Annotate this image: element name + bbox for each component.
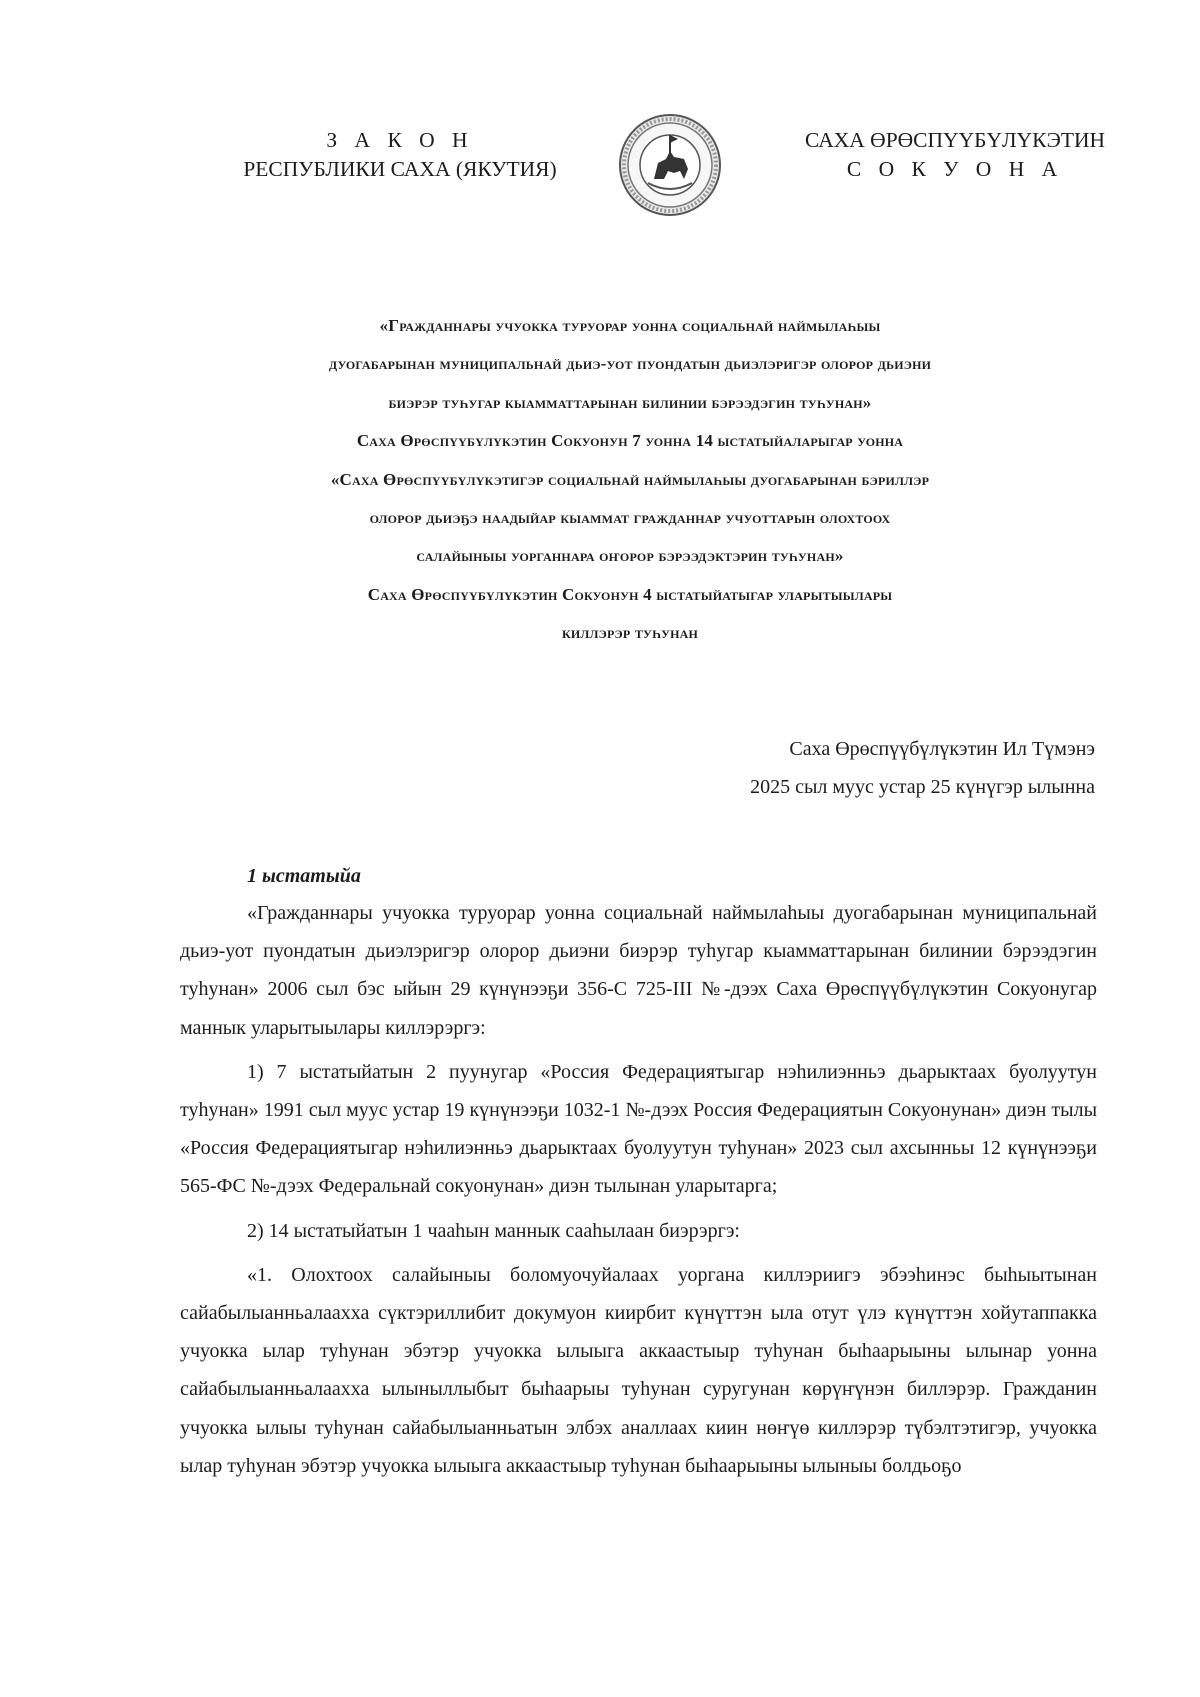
header-law-word: З А К О Н — [326, 128, 474, 152]
article-item-2: 2) 14 ыстатыйатын 1 чааһын маннык сааһылаан биэрэргэ: — [247, 1219, 740, 1242]
article-paragraph: «Гражданнары учуокка туруорар уонна социальнай наймылаһыы дуогабарынан муниципальнай дьиэ-уот пуондатын дьиэлэригэр олорор дьиэни биэрэр туһугар кыамматтарынан билинии бэрээдэгин туһунан» 2006 сыл бэс ыйын 29 күнүнээҕи 356-С 725-III №-дээх Саха Өрөспүүбүлүкэтин Сокуонугар маннык уларытыылары киллэрэргэ: — [180, 902, 1097, 1039]
title-line: «Гражданнары учуокка туруорар уонна социальнай наймылаһыы — [379, 316, 881, 335]
title-line: биэрэр туһугар кыамматтарынан билинии бэрээдэгин туһунан» — [388, 392, 872, 412]
adoption-date: 2025 сыл муус устар 25 күнүгэр ылынна — [750, 776, 1095, 798]
title-line: киллэрэр туһунан — [561, 623, 699, 643]
article-heading: 1 ыстатыйа — [247, 865, 361, 887]
title-line: Саха Өрөспүүбүлүкэтин Сокуонун 7 уонна 14 ыстатыйаларыгар уонна — [356, 431, 904, 451]
header-right — [755, 126, 1155, 184]
header-republic-name-sakha: САХА ӨРӨСПҮҮБҮЛҮКЭТИН — [804, 128, 1106, 152]
title-line: «Саха Өрөспүүбүлүкэтигэр социальнай наймылаһыы дуогабарынан бэриллэр — [330, 469, 930, 489]
title-line: дуогабарынан муниципальнай дьиэ-уот пуондатын дьиэлэригэр олорор дьиэни — [328, 354, 932, 374]
adoption-body: Саха Өрөспүүбүлүкэтин Ил Түмэнэ — [789, 738, 1095, 760]
header-left — [200, 126, 600, 184]
law-title — [160, 307, 1100, 653]
header-law-word-sakha: С О К У О Н А — [846, 157, 1064, 181]
article-body — [180, 894, 1097, 1485]
adoption-block — [750, 730, 1095, 806]
article-item-1: 1) 7 ыстатыйатын 2 пуунугар «Россия Федерациятыгар нэһилиэнньэ дьарыктаах буолуутун туһунан» 1991 сыл муус устар 19 күнүнээҕи 1032-1 №-дээх Россия Федерациятын Сокуонунан» диэн тылы «Россия Федерациятыгар нэһилиэнньэ дьарыктаах буолуутун туһунан» 2023 сыл ахсынньы 12 күнүнээҕи 565-ФС №-дээх Федеральнай сокуонунан» диэн тылынан уларытарга; — [180, 1060, 1097, 1198]
article-quoted-paragraph: «1. Олохтоох салайыныы боломуочуйалаах уоргана киллэриигэ эбээһинэс быһыытынан сайабылыанньалаахха сүктэриллибит докумуон киирбит күнүттэн ыла отут үлэ күнүттэн хойутаппакка учуокка ылар туһунан эбэтэр учуокка ылыыга аккаастыыр туһунан быһаарыыны ылынар уонна сайабылыанньалаахха ылыныллыбыт быһаарыы туһунан суругунан көрүҥүнэн биллэрэр. Гражданин учуокка ылыы туһунан сайабылыанньатын элбэх аналлаах киин нөҥүө киллэрэр түбэлтэтигэр, учуокка ылар туһунан эбэтэр учуокка ылыыга аккаастыыр туһунан быһаарыыны ылыныы болдьоҕо — [180, 1263, 1097, 1477]
title-line: салайыныы уорганнара оҥорор бэрээдэктэрин туһунан» — [416, 546, 844, 566]
republic-emblem-icon — [618, 113, 722, 217]
header-republic-name-ru: РЕСПУБЛИКИ САХА (ЯКУТИЯ) — [243, 157, 557, 181]
title-line: Саха Өрөспүүбүлүкэтин Сокуонун 4 ыстатыйатыгар уларытыылары — [367, 584, 893, 604]
title-line: олорор дьиэҕэ наадыйар кыаммат гражданнар учуоттарын олохтоох — [369, 508, 891, 528]
